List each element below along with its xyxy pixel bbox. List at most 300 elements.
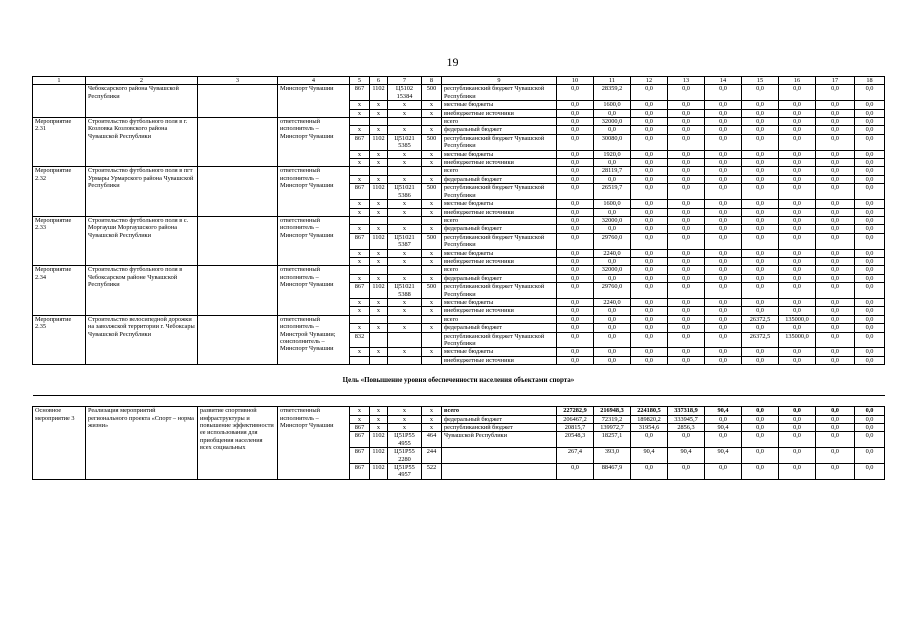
source-cell: местные бюджеты [442,150,557,158]
value-cell: 0,0 [705,134,742,150]
code-cell: x [388,200,422,208]
value-cell: 0,0 [705,356,742,364]
value-cell: 0,0 [742,464,779,480]
target-article-cell: Ц51021 5386 [388,184,422,200]
code-cell [370,315,388,323]
column-number: 3 [198,77,278,85]
table-body [33,77,885,480]
expense-type-cell: 500 [422,85,442,101]
value-cell: 0,0 [705,266,742,274]
value-cell: 0,0 [779,85,816,101]
grbs-cell: 867 [350,432,370,448]
value-cell: 0,0 [779,109,816,117]
column-number: 15 [742,77,779,85]
grbs-cell: 867 [350,464,370,480]
code-cell: x [388,159,422,167]
expense-type-cell: 464 [422,432,442,448]
value-cell: 0,0 [668,225,705,233]
column-number: 8 [422,77,442,85]
value-cell: 0,0 [668,266,705,274]
value-cell: 90,4 [668,448,705,464]
expense-type-cell: 500 [422,184,442,200]
code-cell: x [350,298,370,306]
code-cell [388,315,422,323]
code-cell: x [422,298,442,306]
value-cell: 0,0 [779,159,816,167]
value-cell: 393,0 [594,448,631,464]
code-cell: x [370,126,388,134]
value-cell: 0,0 [668,432,705,448]
value-cell: 0,0 [779,249,816,257]
value-cell: 0,0 [631,208,668,216]
measure-name-cell: Реализация мероприятий регионального проекта «Спорт – норма жизни» [86,407,198,480]
value-cell: 0,0 [557,184,594,200]
code-cell [422,167,442,175]
code-cell: x [370,101,388,109]
value-cell: 0,0 [855,424,885,432]
value-cell: 0,0 [631,315,668,323]
page-number: 19 [446,55,459,69]
value-cell: 0,0 [705,464,742,480]
source-cell: республиканский бюджет [442,424,557,432]
value-cell: 0,0 [705,315,742,323]
value-cell: 0,0 [594,332,631,348]
value-cell: 0,0 [594,315,631,323]
value-cell: 333945,7 [668,415,705,423]
value-cell: 0,0 [779,184,816,200]
value-cell: 189820,2 [631,415,668,423]
measure-id-cell: Основное мероприятие 3 [33,407,86,480]
value-cell: 0,0 [668,109,705,117]
value-cell: 0,0 [742,216,779,224]
code-cell: x [350,274,370,282]
column-number: 9 [442,77,557,85]
value-cell: 0,0 [668,175,705,183]
code-cell: x [388,150,422,158]
value-cell: 0,0 [855,216,885,224]
value-cell: 0,0 [816,216,855,224]
code-cell: x [350,324,370,332]
value-cell: 0,0 [668,208,705,216]
source-cell: внебюджетные источники [442,159,557,167]
expense-type-cell: x [422,407,442,415]
code-cell: x [422,175,442,183]
column-number: 7 [388,77,422,85]
source-cell: внебюджетные источники [442,356,557,364]
value-cell: 0,0 [557,126,594,134]
value-cell: 2240,0 [594,249,631,257]
target-article-cell: x [388,407,422,415]
value-cell: 0,0 [855,134,885,150]
value-cell: 2856,3 [668,424,705,432]
target-article-cell: x [388,424,422,432]
value-cell: 90,4 [705,424,742,432]
executor-cell: ответственный исполнитель – Минспорт Чувашии [278,407,350,480]
grbs-cell: 867 [350,184,370,200]
value-cell: 0,0 [855,356,885,364]
value-cell: 0,0 [705,432,742,448]
value-cell: 0,0 [631,126,668,134]
value-cell: 0,0 [816,126,855,134]
value-cell: 0,0 [668,184,705,200]
value-cell: 0,0 [705,200,742,208]
value-cell: 0,0 [631,283,668,299]
value-cell: 0,0 [742,167,779,175]
column-number: 16 [779,77,816,85]
code-cell: x [388,298,422,306]
value-cell: 0,0 [557,298,594,306]
value-cell: 0,0 [742,175,779,183]
code-cell: x [350,101,370,109]
code-cell: x [370,249,388,257]
value-cell: 0,0 [594,109,631,117]
value-cell: 0,0 [855,225,885,233]
code-cell: x [370,298,388,306]
value-cell: 0,0 [742,324,779,332]
value-cell: 0,0 [668,257,705,265]
value-cell: 0,0 [668,200,705,208]
value-cell: 0,0 [705,167,742,175]
value-cell: 0,0 [816,332,855,348]
column-number: 5 [350,77,370,85]
code-cell: x [388,307,422,315]
value-cell: 0,0 [705,274,742,282]
table-row [33,167,885,175]
value-cell: 0,0 [668,249,705,257]
value-cell: 0,0 [816,432,855,448]
source-cell: федеральный бюджет [442,415,557,423]
source-cell [442,448,557,464]
value-cell: 0,0 [631,200,668,208]
value-cell: 135000,0 [779,332,816,348]
value-cell: 0,0 [779,432,816,448]
value-cell: 0,0 [631,432,668,448]
code-cell [370,118,388,126]
source-cell: внебюджетные источники [442,307,557,315]
section-cell: 1102 [370,432,388,448]
code-cell [388,216,422,224]
value-cell: 0,0 [631,109,668,117]
code-cell [388,266,422,274]
source-cell: республиканский бюджет Чувашской Республики [442,184,557,200]
value-cell: 0,0 [742,448,779,464]
value-cell: 0,0 [631,307,668,315]
value-cell: 0,0 [742,249,779,257]
target-article-cell: Ц5102 15384 [388,85,422,101]
value-cell: 0,0 [855,159,885,167]
grbs-cell: 867 [350,424,370,432]
measure-name-cell: Строительство велосипедной дорожки на заволжской территории г. Чебоксары Чувашской Республики [86,315,198,364]
value-cell: 0,0 [816,424,855,432]
source-cell: республиканский бюджет Чувашской Республики [442,85,557,101]
code-cell: x [350,249,370,257]
value-cell: 0,0 [557,324,594,332]
measure-id-cell: Мероприятие 2.32 [33,167,86,216]
value-cell: 0,0 [816,266,855,274]
code-cell: x [422,225,442,233]
section-cell: 1102 [370,448,388,464]
value-cell: 0,0 [779,307,816,315]
value-cell: 0,0 [779,356,816,364]
value-cell: 0,0 [594,356,631,364]
code-cell: x [422,324,442,332]
source-cell: внебюджетные источники [442,208,557,216]
value-cell: 0,0 [631,101,668,109]
value-cell: 0,0 [855,257,885,265]
value-cell: 0,0 [668,315,705,323]
value-cell: 0,0 [855,167,885,175]
grbs-cell: 832 [350,332,370,348]
code-cell [422,315,442,323]
source-cell: внебюджетные источники [442,257,557,265]
value-cell: 0,0 [816,257,855,265]
code-cell [370,266,388,274]
value-cell: 0,0 [855,118,885,126]
goal-row [33,365,885,396]
value-cell: 0,0 [631,225,668,233]
expense-type-cell: 244 [422,448,442,464]
code-cell: x [422,101,442,109]
column-number: 12 [631,77,668,85]
value-cell: 139972,7 [594,424,631,432]
value-cell: 26372,5 [742,332,779,348]
goal-cell: развитие спортивной инфраструктуры и повышение эффективности ее использования для приобщения населения всех социальных [198,407,278,480]
budget-table [32,76,885,480]
value-cell: 0,0 [855,415,885,423]
goal-cell [198,167,278,216]
target-article-cell: Ц51021 5388 [388,283,422,299]
value-cell: 0,0 [742,134,779,150]
source-cell: местные бюджеты [442,200,557,208]
value-cell: 0,0 [557,283,594,299]
code-cell: x [422,109,442,117]
value-cell: 0,0 [668,233,705,249]
value-cell: 0,0 [855,249,885,257]
value-cell: 0,0 [668,159,705,167]
grbs-cell: 867 [350,134,370,150]
value-cell: 0,0 [855,101,885,109]
code-cell: x [388,109,422,117]
value-cell: 0,0 [779,257,816,265]
value-cell: 337318,9 [668,407,705,415]
code-cell [370,167,388,175]
value-cell: 267,4 [557,448,594,464]
code-cell: x [388,324,422,332]
target-article-cell: Ц51021 5387 [388,233,422,249]
value-cell: 0,0 [855,175,885,183]
value-cell: 0,0 [705,118,742,126]
target-article-cell: Ц51021 5385 [388,134,422,150]
value-cell: 0,0 [779,167,816,175]
code-cell [422,118,442,126]
value-cell: 0,0 [594,208,631,216]
expense-type-cell: 500 [422,283,442,299]
section-cell: 1102 [370,233,388,249]
value-cell: 0,0 [779,134,816,150]
value-cell: 0,0 [855,266,885,274]
value-cell: 0,0 [705,184,742,200]
goal-cell [198,315,278,364]
value-cell: 0,0 [816,200,855,208]
value-cell: 0,0 [816,175,855,183]
code-cell: x [350,150,370,158]
executor-cell: Минспорт Чувашии [278,85,350,118]
code-cell: x [388,348,422,356]
value-cell: 0,0 [742,225,779,233]
measure-name-cell: Чебоксарского района Чувашской Республики [86,85,198,118]
value-cell: 0,0 [816,85,855,101]
value-cell: 0,0 [705,324,742,332]
value-cell: 0,0 [557,464,594,480]
code-cell: x [370,257,388,265]
value-cell: 0,0 [742,407,779,415]
code-cell: x [370,175,388,183]
value-cell: 28359,2 [594,85,631,101]
value-cell: 0,0 [557,159,594,167]
column-number: 11 [594,77,631,85]
value-cell: 0,0 [742,266,779,274]
value-cell: 0,0 [816,233,855,249]
source-cell: Чувашской Республики [442,432,557,448]
value-cell: 0,0 [779,298,816,306]
source-cell: всего [442,315,557,323]
source-cell: федеральный бюджет [442,274,557,282]
value-cell: 0,0 [816,324,855,332]
code-cell: x [370,225,388,233]
code-cell [350,216,370,224]
column-number: 13 [668,77,705,85]
code-cell: x [422,200,442,208]
value-cell: 0,0 [816,356,855,364]
value-cell: 0,0 [855,432,885,448]
value-cell: 20815,7 [557,424,594,432]
value-cell: 0,0 [705,101,742,109]
source-cell: республиканский бюджет Чувашской Республики [442,233,557,249]
value-cell: 0,0 [668,274,705,282]
code-cell [370,216,388,224]
value-cell: 0,0 [855,233,885,249]
value-cell: 0,0 [631,332,668,348]
value-cell: 0,0 [631,324,668,332]
value-cell: 0,0 [779,464,816,480]
value-cell: 0,0 [705,150,742,158]
value-cell: 0,0 [631,184,668,200]
code-cell [422,356,442,364]
value-cell: 0,0 [816,134,855,150]
code-cell [388,167,422,175]
value-cell: 0,0 [631,274,668,282]
code-cell: x [370,348,388,356]
expense-type-cell: x [422,424,442,432]
value-cell: 0,0 [557,175,594,183]
value-cell: 0,0 [631,118,668,126]
value-cell: 90,4 [705,448,742,464]
goal-cell [198,266,278,315]
value-cell: 0,0 [668,85,705,101]
code-cell: x [370,159,388,167]
value-cell: 0,0 [557,167,594,175]
grbs-cell: 867 [350,233,370,249]
value-cell: 0,0 [855,126,885,134]
value-cell: 0,0 [557,150,594,158]
value-cell: 0,0 [668,332,705,348]
value-cell: 0,0 [779,407,816,415]
value-cell: 227282,9 [557,407,594,415]
code-cell: x [388,249,422,257]
column-number: 14 [705,77,742,85]
value-cell: 0,0 [557,307,594,315]
value-cell: 224180,5 [631,407,668,415]
section-cell: 1102 [370,134,388,150]
value-cell: 0,0 [779,274,816,282]
code-cell: x [370,274,388,282]
value-cell: 0,0 [594,348,631,356]
value-cell: 0,0 [557,274,594,282]
code-cell: x [422,249,442,257]
column-number: 17 [816,77,855,85]
target-article-cell: x [388,415,422,423]
code-cell: x [370,150,388,158]
value-cell: 0,0 [557,109,594,117]
value-cell: 29760,0 [594,233,631,249]
section-cell: x [370,415,388,423]
value-cell: 0,0 [816,249,855,257]
source-cell: всего [442,407,557,415]
value-cell: 88467,9 [594,464,631,480]
code-cell: x [350,257,370,265]
value-cell: 0,0 [557,266,594,274]
value-cell: 0,0 [816,225,855,233]
code-cell: x [422,307,442,315]
source-cell: республиканский бюджет Чувашской Республики [442,134,557,150]
value-cell: 0,0 [855,274,885,282]
value-cell: 0,0 [557,257,594,265]
value-cell: 0,0 [668,150,705,158]
measure-id-cell: Мероприятие 2.35 [33,315,86,364]
value-cell: 0,0 [594,175,631,183]
value-cell: 0,0 [557,332,594,348]
code-cell: x [422,348,442,356]
value-cell: 0,0 [705,109,742,117]
value-cell: 0,0 [594,257,631,265]
value-cell: 0,0 [779,216,816,224]
code-cell: x [370,324,388,332]
value-cell: 0,0 [668,356,705,364]
value-cell: 0,0 [705,249,742,257]
measure-id-cell: Мероприятие 2.33 [33,216,86,265]
source-cell: федеральный бюджет [442,324,557,332]
table-row [33,118,885,126]
code-cell: x [422,126,442,134]
value-cell: 0,0 [779,225,816,233]
value-cell: 26519,7 [594,184,631,200]
value-cell: 0,0 [816,283,855,299]
code-cell: x [370,307,388,315]
grbs-cell: x [350,415,370,423]
value-cell: 0,0 [779,424,816,432]
value-cell: 0,0 [668,298,705,306]
value-cell: 0,0 [594,126,631,134]
executor-cell: ответственный исполнитель – Минспорт Чувашии [278,167,350,216]
grbs-cell: 867 [350,283,370,299]
value-cell: 0,0 [742,150,779,158]
value-cell: 32000,0 [594,118,631,126]
code-cell: x [422,208,442,216]
value-cell: 0,0 [779,266,816,274]
value-cell: 0,0 [779,415,816,423]
value-cell: 90,4 [705,407,742,415]
value-cell: 0,0 [855,464,885,480]
